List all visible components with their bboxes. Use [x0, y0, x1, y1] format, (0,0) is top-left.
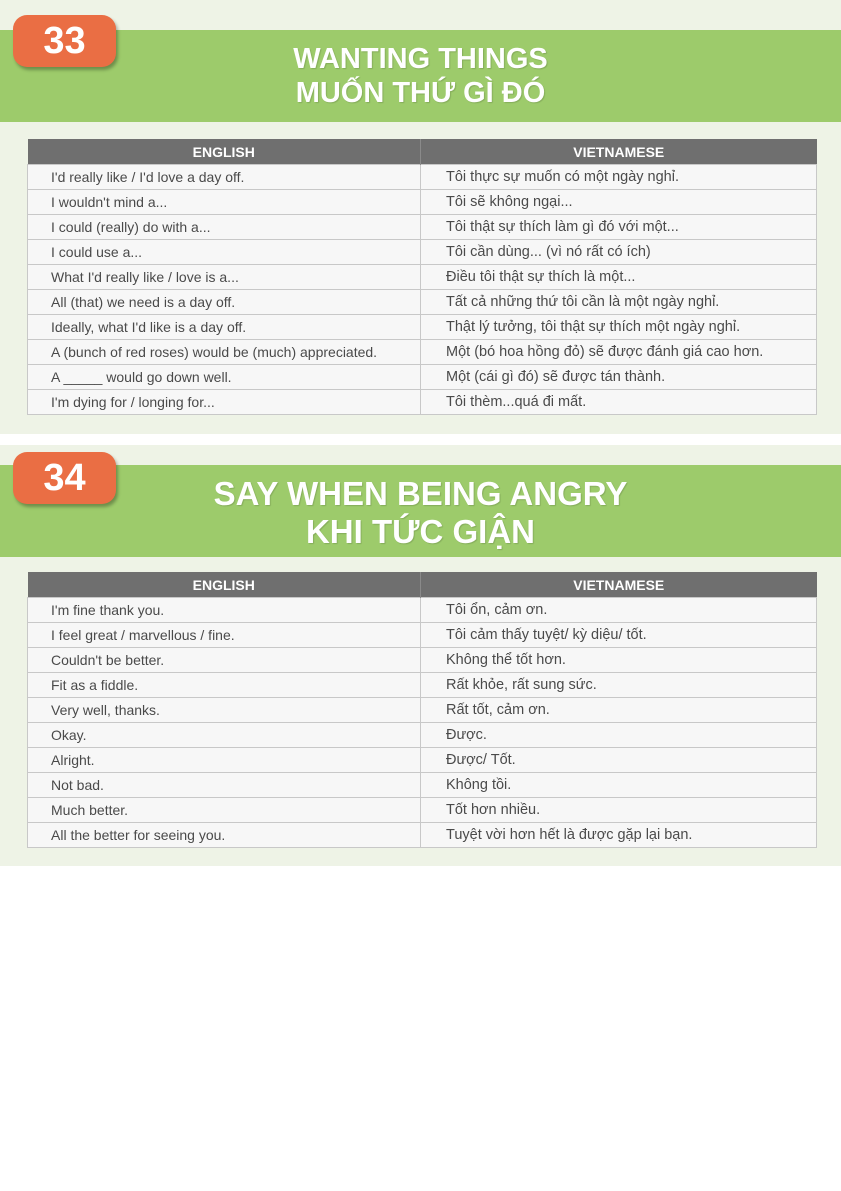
vietnamese-phrase: Tôi thèm...quá đi mất.	[421, 390, 817, 415]
table-row	[28, 823, 817, 848]
table-header-row	[28, 572, 817, 598]
english-phrase: I'd really like / I'd love a day off.	[28, 165, 421, 190]
vietnamese-phrase: Tuyệt vời hơn hết là được gặp lại bạn.	[421, 823, 817, 848]
vietnamese-phrase: Được.	[421, 723, 817, 748]
section-title	[0, 43, 841, 110]
table-row	[28, 340, 817, 365]
table-row	[28, 623, 817, 648]
table-row	[28, 165, 817, 190]
english-phrase: A (bunch of red roses) would be (much) appreciated.	[28, 340, 421, 365]
section-number-badge: 33	[13, 15, 116, 67]
column-header-english: ENGLISH	[28, 139, 421, 165]
vietnamese-phrase: Một (bó hoa hồng đỏ) sẽ được đánh giá cao hơn.	[421, 340, 817, 365]
vietnamese-phrase: Thật lý tưởng, tôi thật sự thích một ngày nghỉ.	[421, 315, 817, 340]
section-title-english: SAY WHEN BEING ANGRY	[213, 475, 628, 512]
english-phrase: I'm fine thank you.	[28, 598, 421, 623]
table-header-row	[28, 139, 817, 165]
vietnamese-phrase: Không tồi.	[421, 773, 817, 798]
table-row	[28, 773, 817, 798]
phrase-table	[27, 139, 817, 415]
section-title	[0, 475, 841, 552]
table-row	[28, 265, 817, 290]
vietnamese-phrase: Tốt hơn nhiều.	[421, 798, 817, 823]
english-phrase: What I'd really like / love is a...	[28, 265, 421, 290]
english-phrase: I could (really) do with a...	[28, 215, 421, 240]
table-row	[28, 365, 817, 390]
section-title-vietnamese: KHI TỨC GIẬN	[305, 513, 536, 551]
table-row	[28, 240, 817, 265]
phrase-table	[27, 572, 817, 848]
section-34	[0, 445, 841, 866]
table-row	[28, 798, 817, 823]
english-phrase: A _____ would go down well.	[28, 365, 421, 390]
english-phrase: Alright.	[28, 748, 421, 773]
table-row	[28, 723, 817, 748]
english-phrase: I wouldn't mind a...	[28, 190, 421, 215]
english-phrase: Very well, thanks.	[28, 698, 421, 723]
vietnamese-phrase: Tôi cảm thấy tuyệt/ kỳ diệu/ tốt.	[421, 623, 817, 648]
vietnamese-phrase: Tôi ổn, cảm ơn.	[421, 598, 817, 623]
english-phrase: Okay.	[28, 723, 421, 748]
table-row	[28, 215, 817, 240]
vietnamese-phrase: Không thể tốt hơn.	[421, 648, 817, 673]
english-phrase: Fit as a fiddle.	[28, 673, 421, 698]
table-row	[28, 698, 817, 723]
table-row	[28, 648, 817, 673]
vietnamese-phrase: Tôi cần dùng... (vì nó rất có ích)	[421, 240, 817, 265]
table-row	[28, 315, 817, 340]
column-header-vietnamese: VIETNAMESE	[421, 572, 817, 598]
section-title-english: WANTING THINGS	[293, 43, 548, 75]
english-phrase: All (that) we need is a day off.	[28, 290, 421, 315]
english-phrase: I'm dying for / longing for...	[28, 390, 421, 415]
table-row	[28, 390, 817, 415]
english-phrase: Not bad.	[28, 773, 421, 798]
column-header-vietnamese: VIETNAMESE	[421, 139, 817, 165]
table-row	[28, 290, 817, 315]
vietnamese-phrase: Tôi thật sự thích làm gì đó với một...	[421, 215, 817, 240]
column-header-english: ENGLISH	[28, 572, 421, 598]
english-phrase: All the better for seeing you.	[28, 823, 421, 848]
section-33	[0, 0, 841, 434]
english-phrase: Ideally, what I'd like is a day off.	[28, 315, 421, 340]
vietnamese-phrase: Rất tốt, cảm ơn.	[421, 698, 817, 723]
vietnamese-phrase: Một (cái gì đó) sẽ được tán thành.	[421, 365, 817, 390]
vietnamese-phrase: Rất khỏe, rất sung sức.	[421, 673, 817, 698]
english-phrase: I feel great / marvellous / fine.	[28, 623, 421, 648]
vietnamese-phrase: Tôi sẽ không ngại...	[421, 190, 817, 215]
vietnamese-phrase: Được/ Tốt.	[421, 748, 817, 773]
english-phrase: Much better.	[28, 798, 421, 823]
vietnamese-phrase: Tất cả những thứ tôi cần là một ngày nghỉ.	[421, 290, 817, 315]
table-row	[28, 673, 817, 698]
vietnamese-phrase: Điều tôi thật sự thích là một...	[421, 265, 817, 290]
table-row	[28, 748, 817, 773]
english-phrase: Couldn't be better.	[28, 648, 421, 673]
table-row	[28, 598, 817, 623]
section-number-badge: 34	[13, 452, 116, 504]
section-title-vietnamese: MUỐN THỨ GÌ ĐÓ	[295, 76, 546, 109]
table-row	[28, 190, 817, 215]
vietnamese-phrase: Tôi thực sự muốn có một ngày nghỉ.	[421, 165, 817, 190]
english-phrase: I could use a...	[28, 240, 421, 265]
